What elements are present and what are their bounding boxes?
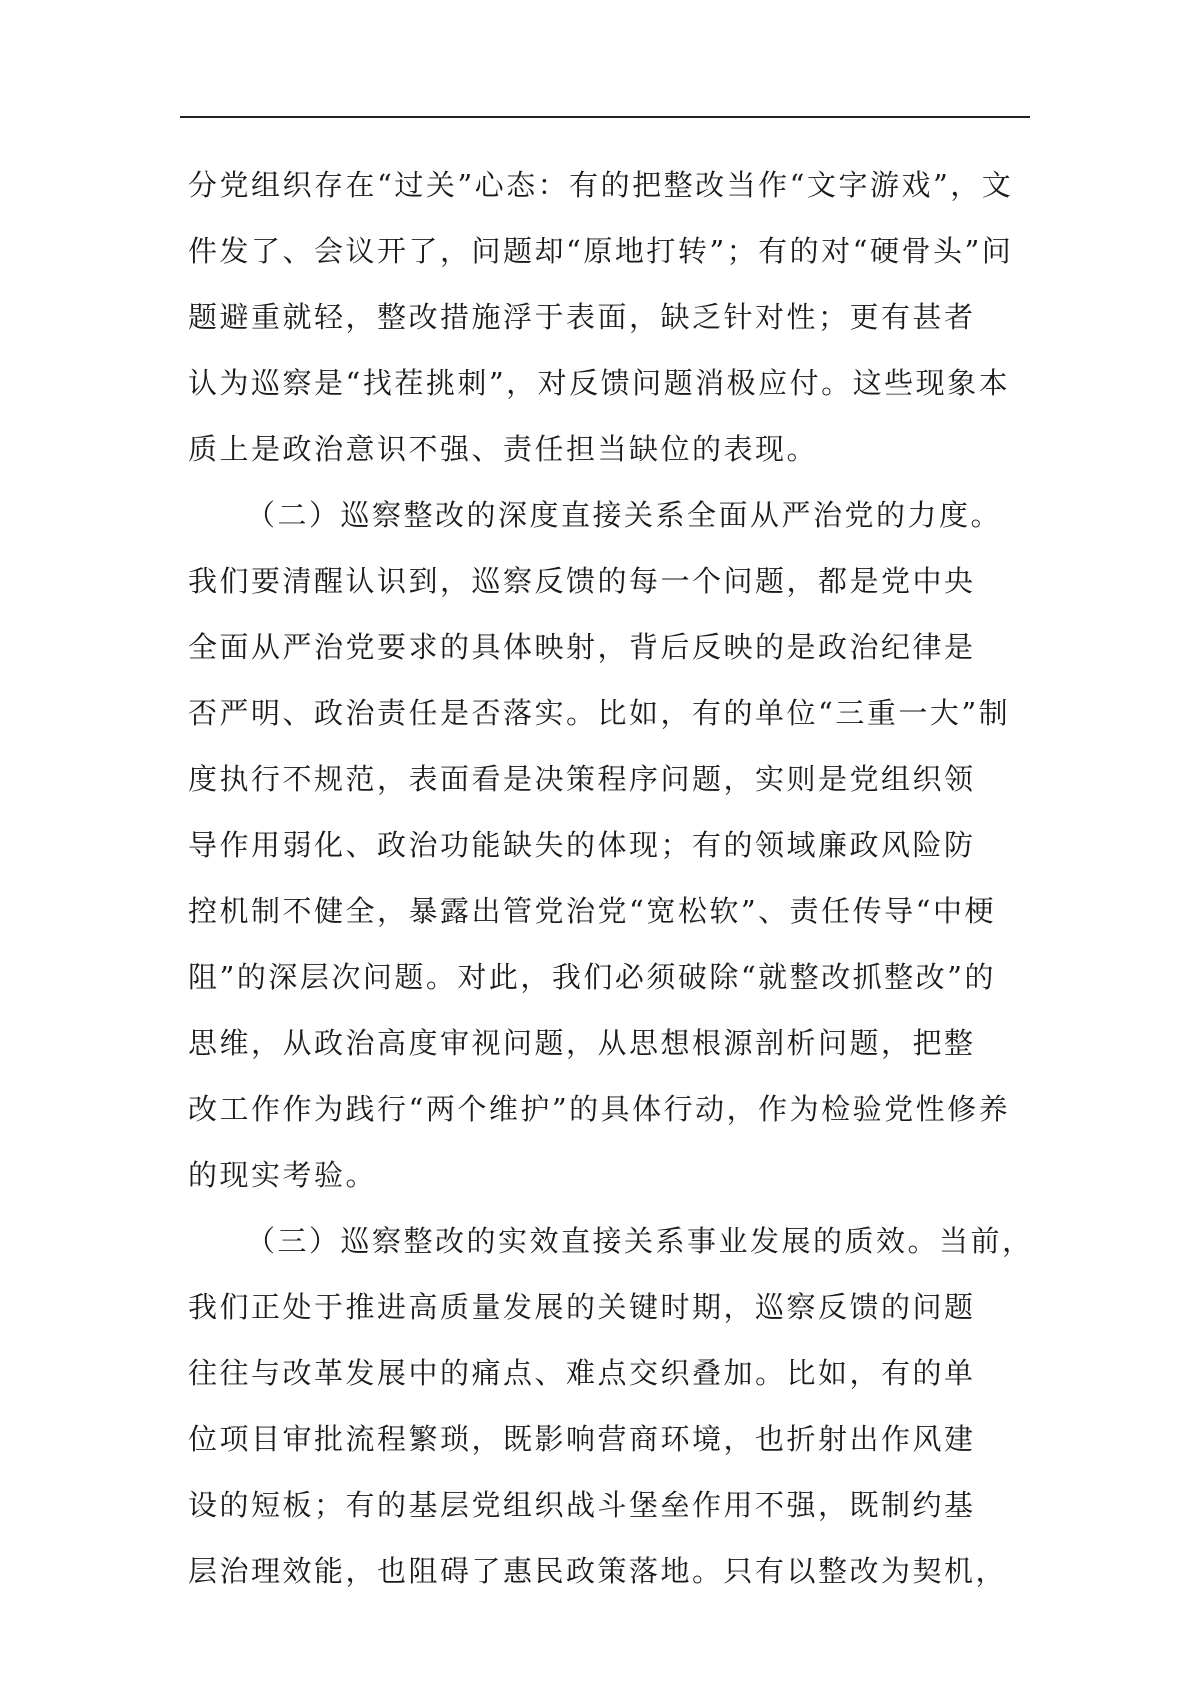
text-line: 分党组织存在“过关”心态：有的把整改当作“文字游戏”，文 <box>188 168 1014 202</box>
text-line: 的现实考验。 <box>188 1158 378 1192</box>
text-line: 设的短板；有的基层党组织战斗堡垒作用不强，既制约基 <box>188 1488 976 1522</box>
text-line: 控机制不健全，暴露出管党治党“宽松软”、责任传导“中梗 <box>188 894 996 928</box>
text-line: 阻”的深层次问题。对此，我们必须破除“就整改抓整改”的 <box>188 960 996 994</box>
text-line: 质上是政治意识不强、责任担当缺位的表现。 <box>188 432 819 466</box>
body-text <box>188 152 1048 1604</box>
text-line: 位项目审批流程繁琐，既影响营商环境，也折射出作风建 <box>188 1422 976 1456</box>
text-line: 层治理效能，也阻碍了惠民政策落地。只有以整改为契机， <box>188 1554 1008 1588</box>
text-line: 件发了、会议开了，问题却“原地打转”；有的对“硬骨头”问 <box>188 234 1014 268</box>
header-rule <box>180 116 1030 118</box>
text-line: 改工作作为践行“两个维护”的具体行动，作为检验党性修养 <box>188 1092 1011 1126</box>
text-line: 题避重就轻，整改措施浮于表面，缺乏针对性；更有甚者 <box>188 300 976 334</box>
text-line: 度执行不规范，表面看是决策程序问题，实则是党组织领 <box>188 762 976 796</box>
section-heading-3: （三）巡察整改的实效直接关系事业发展的质效。当前， <box>246 1224 1034 1258</box>
text-line: 全面从严治党要求的具体映射，背后反映的是政治纪律是 <box>188 630 976 664</box>
text-line: 导作用弱化、政治功能缺失的体现；有的领域廉政风险防 <box>188 828 976 862</box>
section-heading-2: （二）巡察整改的深度直接关系全面从严治党的力度。 <box>246 498 1003 532</box>
text-line: 我们正处于推进高质量发展的关键时期，巡察反馈的问题 <box>188 1290 976 1324</box>
text-line: 认为巡察是“找茬挑刺”，对反馈问题消极应付。这些现象本 <box>188 366 1011 400</box>
text-line: 思维，从政治高度审视问题，从思想根源剖析问题，把整 <box>188 1026 976 1060</box>
text-line: 我们要清醒认识到，巡察反馈的每一个问题，都是党中央 <box>188 564 976 598</box>
text-line: 往往与改革发展中的痛点、难点交织叠加。比如，有的单 <box>188 1356 976 1390</box>
text-line: 否严明、政治责任是否落实。比如，有的单位“三重一大”制 <box>188 696 1011 730</box>
